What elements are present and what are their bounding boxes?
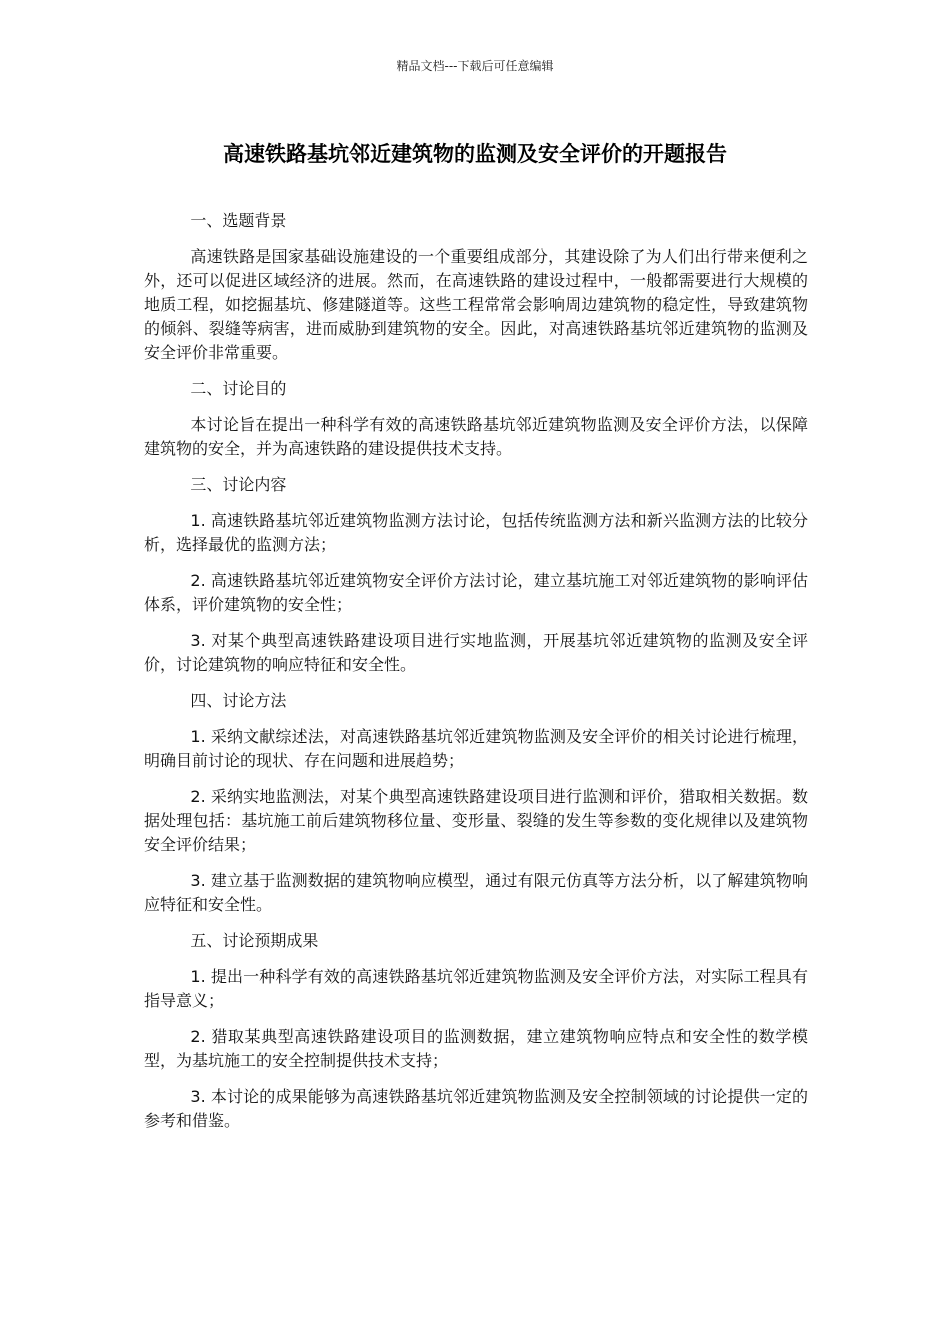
list-item-outcomes-1: 1. 提出一种科学有效的高速铁路基坑邻近建筑物监测及安全评价方法，对实际工程具有指导意义；	[144, 967, 808, 1010]
section-heading-outcomes: 五、讨论预期成果	[190, 931, 319, 950]
list-item-methods-2: 2. 采纳实地监测法，对某个典型高速铁路建设项目进行监测和评价，猎取相关数据。数据处理包括：基坑施工前后建筑物移位量、变形量、裂缝的发生等参数的变化规律以及建筑物安全评价结果；	[144, 787, 808, 854]
section-heading-methods: 四、讨论方法	[190, 691, 287, 710]
section-heading-purpose: 二、讨论目的	[190, 379, 287, 398]
document-body	[144, 209, 808, 1145]
list-item-methods-1: 1. 采纳文献综述法，对高速铁路基坑邻近建筑物监测及安全评价的相关讨论进行梳理，明确目前讨论的现状、存在问题和进展趋势；	[144, 727, 808, 770]
list-item-outcomes-3: 3. 本讨论的成果能够为高速铁路基坑邻近建筑物监测及安全控制领域的讨论提供一定的参考和借鉴。	[144, 1087, 808, 1130]
list-item-content-1: 1. 高速铁路基坑邻近建筑物监测方法讨论，包括传统监测方法和新兴监测方法的比较分析，选择最优的监测方法；	[144, 511, 808, 554]
list-item-content-3: 3. 对某个典型高速铁路建设项目进行实地监测，开展基坑邻近建筑物的监测及安全评价，讨论建筑物的响应特征和安全性。	[144, 631, 808, 674]
list-item-methods-3: 3. 建立基于监测数据的建筑物响应模型，通过有限元仿真等方法分析，以了解建筑物响应特征和安全性。	[144, 871, 808, 914]
section-heading-content: 三、讨论内容	[190, 475, 287, 494]
section-heading-background: 一、选题背景	[190, 211, 287, 230]
paragraph-background: 高速铁路是国家基础设施建设的一个重要组成部分，其建设除了为人们出行带来便利之外，还可以促进区域经济的进展。然而，在高速铁路的建设过程中，一般都需要进行大规模的地质工程，如挖掘基坑、修建隧道等。这些工程常常会影响周边建筑物的稳定性，导致建筑物的倾斜、裂缝等病害，进而威胁到建筑物的安全。因此，对高速铁路基坑邻近建筑物的监测及安全评价非常重要。	[144, 247, 808, 362]
paragraph-purpose: 本讨论旨在提出一种科学有效的高速铁路基坑邻近建筑物监测及安全评价方法，以保障建筑物的安全，并为高速铁路的建设提供技术支持。	[144, 415, 808, 458]
header-note: 精品文档---下载后可任意编辑	[396, 59, 554, 73]
list-item-content-2: 2. 高速铁路基坑邻近建筑物安全评价方法讨论，建立基坑施工对邻近建筑物的影响评估体系，评价建筑物的安全性；	[144, 571, 808, 614]
document-title: 高速铁路基坑邻近建筑物的监测及安全评价的开题报告	[223, 142, 727, 166]
list-item-outcomes-2: 2. 猎取某典型高速铁路建设项目的监测数据，建立建筑物响应特点和安全性的数学模型，为基坑施工的安全控制提供技术支持；	[144, 1027, 808, 1070]
